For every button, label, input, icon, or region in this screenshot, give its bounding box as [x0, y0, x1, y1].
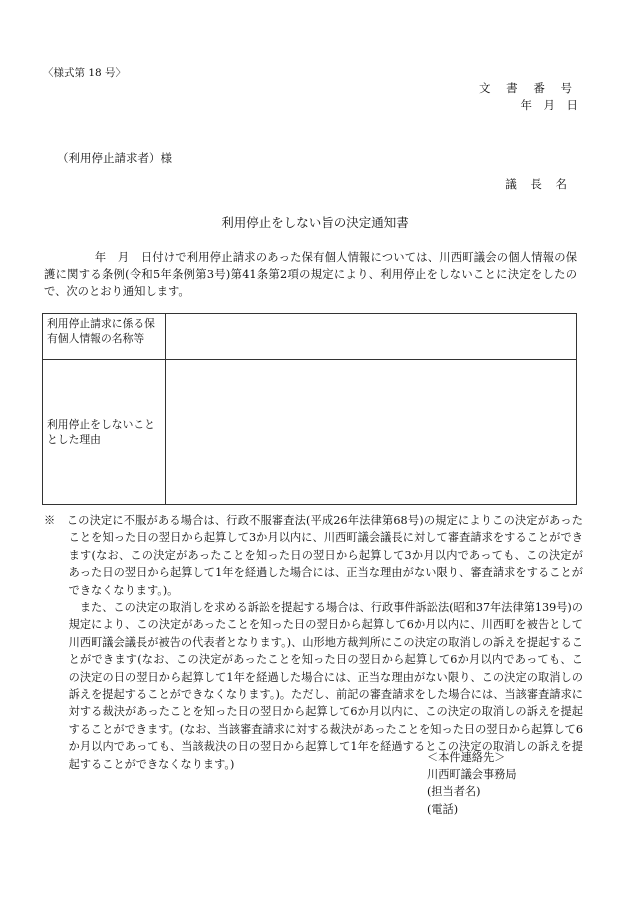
document-number: 文 書 番 号 [479, 81, 578, 95]
table-row [43, 314, 577, 360]
contact-person: (担当者名) [427, 785, 481, 799]
contact-phone: (電話) [427, 802, 459, 816]
table-value-info-name [166, 314, 577, 360]
contact-office: 川西町議会事務局 [427, 768, 517, 782]
note-mark: ※ [44, 514, 56, 527]
form-number: 〈様式第 18 号〉 [43, 67, 127, 79]
body-text: 年 月 日付けで利用停止請求のあった保有個人情報については、川西町議会の個人情報の保護に関する条例(令和5年条例第3号)第41条第2項の規定により、利用停止をしないことに決定をしたので、次のとおり通知します。 [44, 251, 577, 298]
document-title: 利用停止をしない旨の決定通知書 [221, 215, 409, 230]
table-value-reason [166, 360, 577, 505]
info-table [42, 313, 577, 505]
note-text-1: この決定に不服がある場合は、行政不服審査法(平成26年法律第68号)の規定によりこの決定があったことを知った日の翌日から起算して3か月以内に、川西町議会議長に対して審査請求をすることができます(なお、この決定があったことを知った日の翌日から起算して3か月以内であっても、この決定があった日の翌日から起算して1年を経過した場合には、正当な理由がない限り、審査請求をすることができなくなります。)。 [66, 514, 583, 597]
sender-name: 議 長 名 [505, 177, 572, 191]
contact-block [427, 749, 517, 818]
appeal-notes [44, 512, 583, 773]
table-row [43, 360, 577, 505]
note-text-2: また、この決定の取消しを求める訴訟を提起する場合は、行政事件訴訟法(昭和37年法律第139号)の規定により、この決定があったことを知った日の翌日から起算して6か月以内に、川西町を被告として川西町議会議長が被告の代表者となります。)、山形地方裁判所にこの決定の取消しの訴えを提起することができます(なお、この決定があったことを知った日の翌日から起算して6か月以内であっても、この決定の日の翌日から起算して1年を経過した場合には、正当な理由がない限り、この決定の取消しの訴えを提起することができなくなります。)。ただし、前記の審査請求をした場合には、当該審査請求に対する裁決があったことを知った日の翌日から起算して6か月以内に、この決定の取消しの訴えを提起することができます。(なお、当該審査請求に対する裁決があったことを知った日の翌日から起算して6か月以内であっても、当該裁決の日の翌日から起算して1年を経過するとこの決定の取消しの訴えを提起することができなくなります。) [68, 601, 583, 771]
contact-heading: ＜本件連絡先＞ [427, 751, 506, 764]
issue-date: 年 月 日 [520, 98, 578, 112]
note-paragraph-1 [44, 512, 583, 599]
recipient-name: （利用停止請求者）様 [57, 151, 172, 165]
table-label-reason: 利用停止をしないこととした理由 [43, 360, 166, 505]
table-label-info-name: 利用停止請求に係る保有個人情報の名称等 [43, 314, 166, 360]
note-paragraph-2 [44, 599, 583, 773]
